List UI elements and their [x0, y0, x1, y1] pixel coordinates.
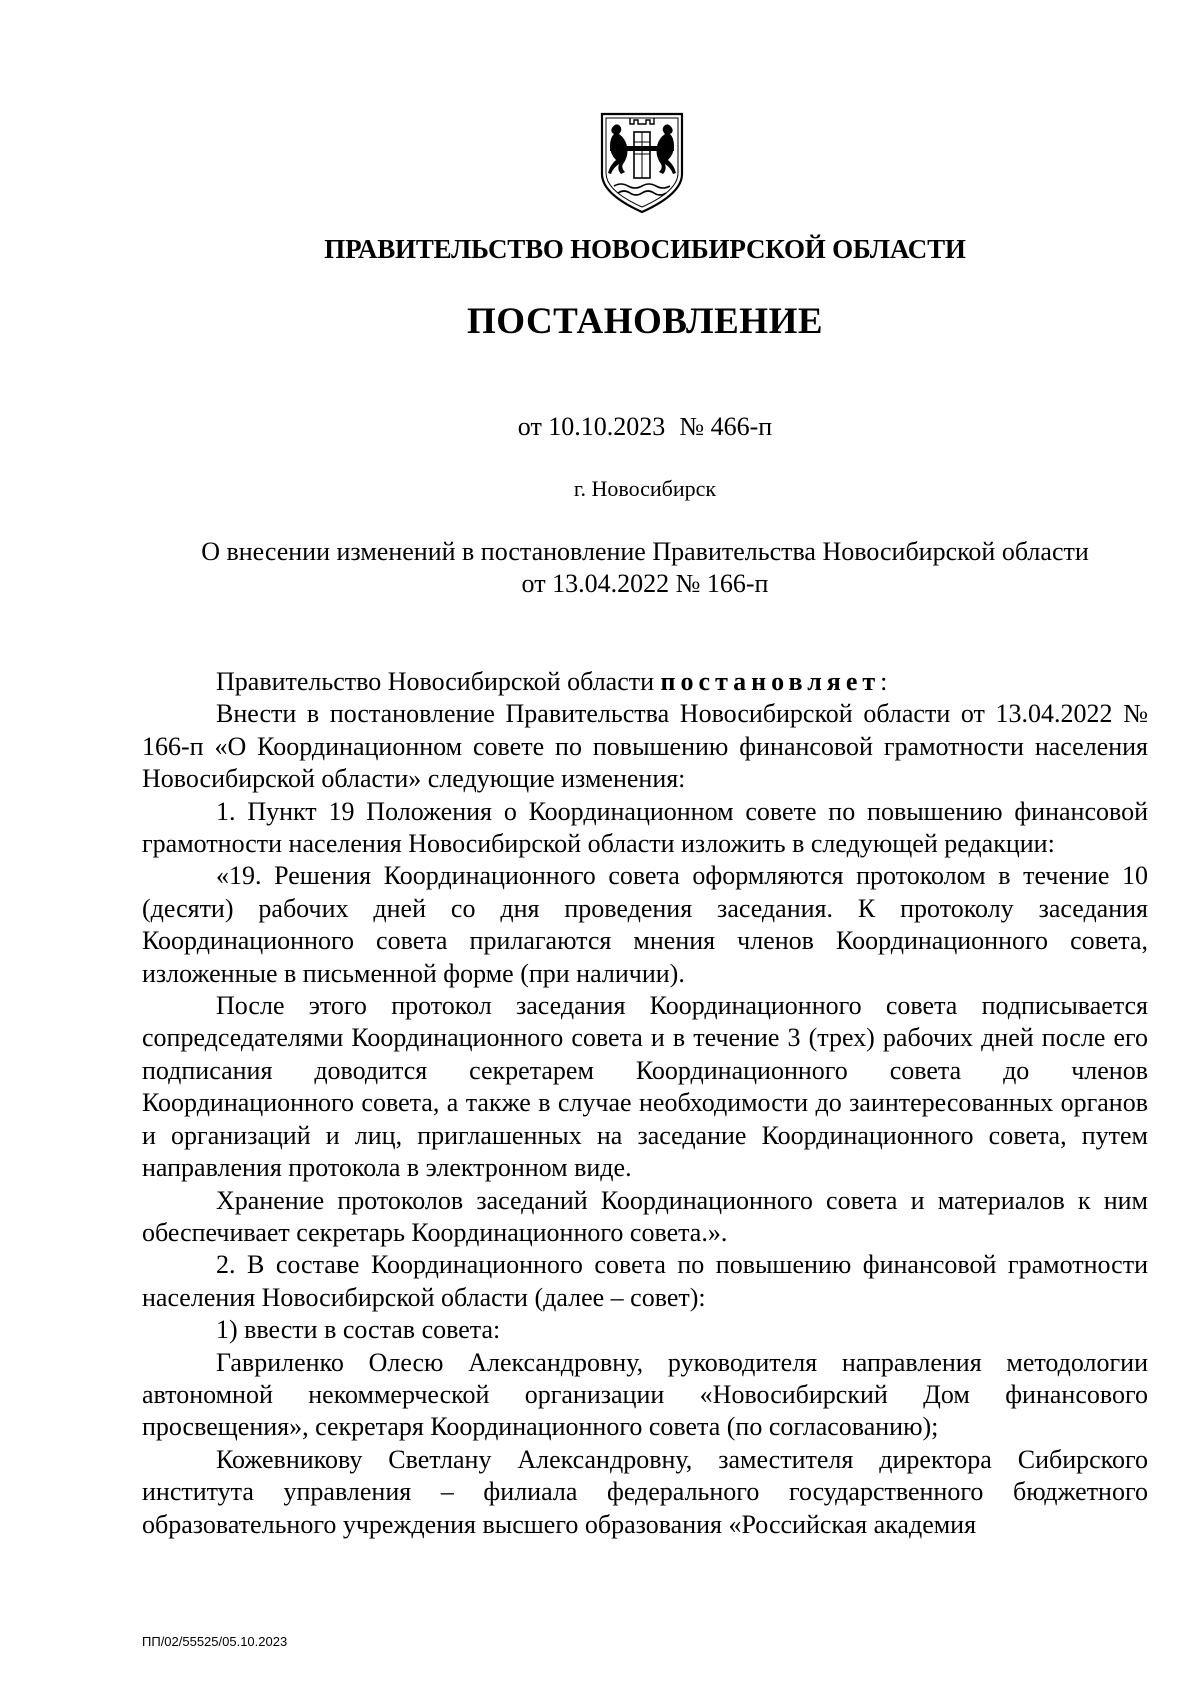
preamble-emphasis: постановляет	[660, 667, 881, 696]
preamble-paragraph	[142, 666, 1148, 698]
document-city: г. Новосибирск	[573, 476, 717, 501]
body-paragraph: Гавриленко Олесю Александровну, руководителя направления методологии автономной некоммерческой организации «Новосибирский Дом финансового просвещения», секретаря Координационного совета (по согласованию);	[142, 1347, 1148, 1442]
body-paragraph: Внести в постановление Правительства Новосибирской области от 13.04.2022 № 166-п «О Координационном совете по повышению финансовой грамотности населения Новосибирской области» следующие изменения:	[142, 699, 1148, 794]
document-date: от 10.10.2023	[517, 412, 666, 441]
body-paragraph: Кожевникову Светлану Александровну, заместителя директора Сибирского института управления – филиала федерального государственного бюджетного образовательного учреждения высшего образования «Российская академия	[142, 1444, 1148, 1539]
body-paragraph: 2. В составе Координационного совета по повышению финансовой грамотности населения Новосибирской области (далее – совет):	[142, 1250, 1148, 1312]
coat-of-arms-emblem	[600, 112, 684, 214]
document-number: № 466-п	[679, 412, 773, 441]
preamble-text: Правительство Новосибирской области	[216, 667, 661, 696]
body-paragraph: 1. Пункт 19 Положения о Координационном совете по повышению финансовой грамотности населения Новосибирской области изложить в следующей редакции:	[142, 796, 1148, 859]
organization-title: ПРАВИТЕЛЬСТВО НОВОСИБИРСКОЙ ОБЛАСТИ	[324, 234, 966, 264]
preamble-colon: :	[880, 667, 888, 696]
date-number-line	[0, 412, 1200, 442]
document-type-title: ПОСТАНОВЛЕНИЕ	[466, 301, 824, 342]
body-paragraph: «19. Решения Координационного совета оформляются протоколом в течение 10 (десяти) рабочих дней со дня проведения заседания. К протоколу заседания Координационного совета прилагаются мнения членов Координационного совета, изложенные в письменной форме (при наличии).	[142, 861, 1148, 988]
body-paragraph: После этого протокол заседания Координационного совета подписывается сопредседателями Координационного совета и в течение 3 (трех) рабочих дней после его подписания доводится секретарем Координационного совета до членов Координационного совета, а также в случае необходимости до заинтересованных органов и организаций и лиц, приглашенных на заседание Координационного совета, путем направления протокола в электронном виде.	[142, 991, 1148, 1183]
document-subject	[140, 536, 1150, 600]
subject-line: от 13.04.2022 № 166-п	[521, 569, 769, 598]
footer-document-code: ПП/02/55525/05.10.2023	[142, 1634, 288, 1649]
body-paragraph: Хранение протоколов заседаний Координационного совета и материалов к ним обеспечивает секретарь Координационного совета.».	[142, 1185, 1148, 1247]
document-body	[142, 666, 1148, 1541]
subject-line: О внесении изменений в постановление Правительства Новосибирской области	[201, 537, 1089, 566]
body-paragraph: 1) ввести в состав совета:	[216, 1315, 501, 1345]
